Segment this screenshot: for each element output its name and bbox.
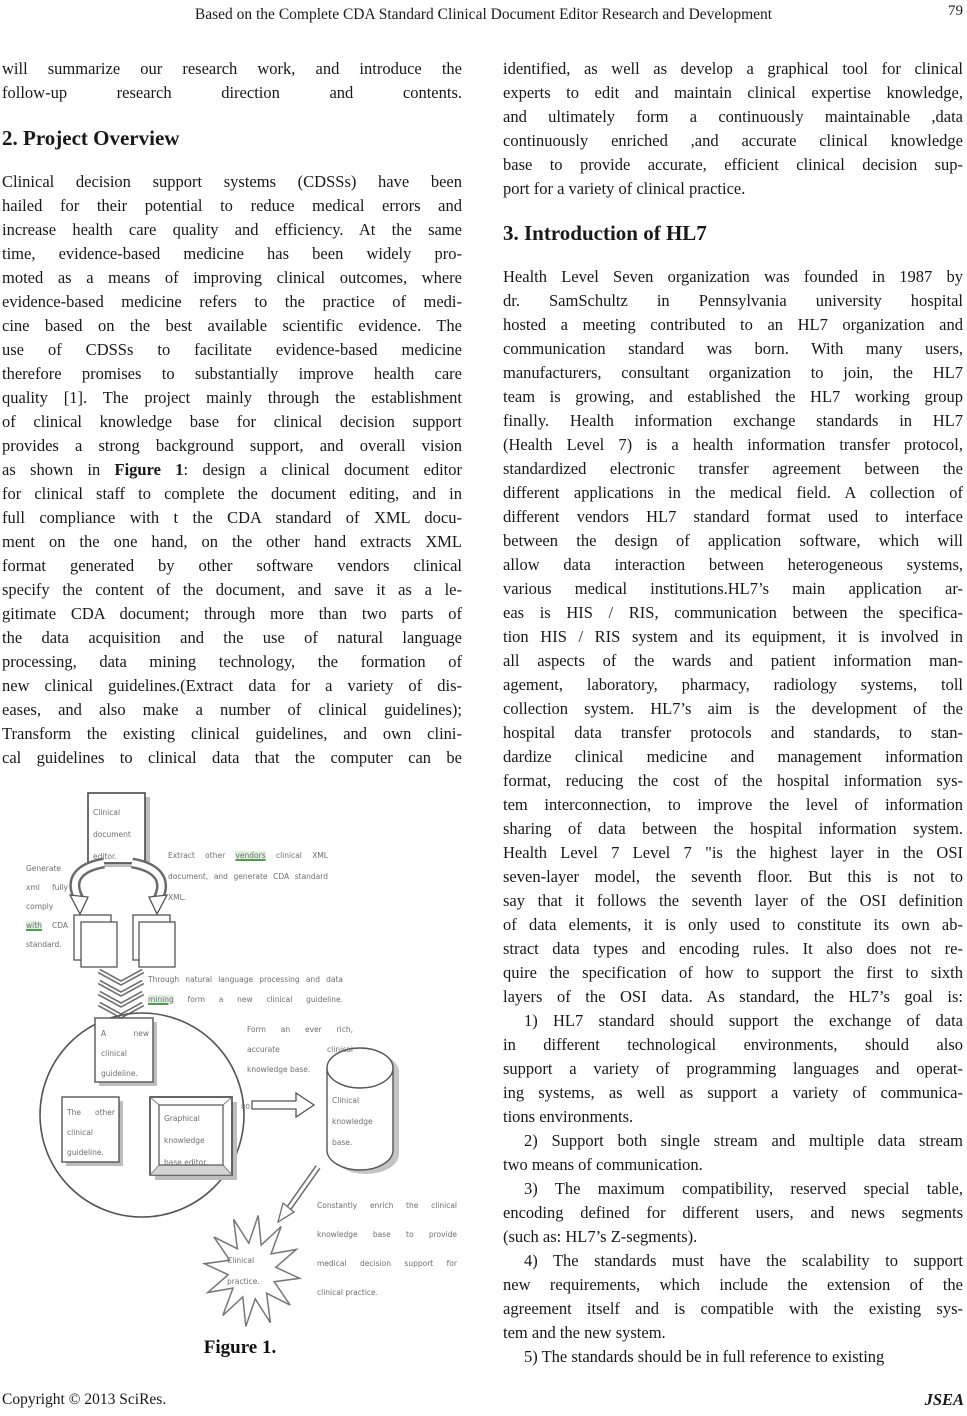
- list-item-2: 2) Support both single stream and multiple data stream two means of communication.: [503, 1131, 963, 1174]
- enrich-label: Constantly enrich the clinical knowledge base to provide medical decision support for clinical practice.: [317, 1201, 457, 1297]
- kb-editor-label: Graphical knowledge base editor.: [164, 1114, 209, 1167]
- hl7-paragraph: Health Level Seven organization was founded in 1987 by dr. SamSchultz in Pennsylvania university hospital hosted a meeting contributed to an HL7 organization and communication standard was born. With many users, manufacturers, consultant organization to join, the HL7 team is growing, and established the HL7 working group finally. Health information exchange standards in HL7 (Health Level 7) is a health information transfer protocol, standardized electronic transfer agreement between the different applications in the medical field. A collection of different vendors HL7 standard format used to interface between the design of application software, which will allow data interaction between heterogeneous systems, various medical institutions.HL7’s main application ar- eas is HIS / RIS, communication between the specifica- tion HIS / RIS system and its equipment, it is involved in all aspects of the wards and patient information man- agement, laboratory, pharmacy, radiology systems, toll collection system. HL7’s aim is the development of the hospital data transfer protocols and standards, to stan- dardize clinical medicine and management information format, reducing the cost of the hospital information sys- tem interconnection, to improve the level of information sharing of data between the hospital information system. Health Level 7 Level 7 "is the highest layer in the OSI seven-layer model, the seventh floor. But this is not to say that it follows the seventh layer of the OSI definition of data elements, it is only used to constitute its own ab- stract data types and encoding rules. It also does not re- quire the specification of how to support the first to sixth layers of the OSI data. As standard, the HL7’s goal is:: [503, 267, 963, 1006]
- hl7-goals-list: [503, 1009, 963, 1369]
- section-heading-project-overview: 2. Project Overview: [2, 126, 180, 150]
- enrich-arrow: [278, 1167, 318, 1222]
- page-number: 79: [948, 3, 963, 19]
- generate-xml-label: Generate xml fully comply with CDA standard.: [26, 864, 68, 949]
- left-intro-paragraph: will summarize our research work, and introduce the follow-up research direction and contents.: [2, 59, 462, 102]
- footer-copyright: Copyright © 2013 SciRes.: [2, 1391, 167, 1408]
- right-intro-paragraph: identified, as well as develop a graphical tool for clinical experts to edit and maintain clinical expertise knowledge, and ultimately form a continuously maintainable ,data continuously enriched ,and accurate clinical knowledge base to provide accurate, efficient clinical decision sup- port for a variety of clinical practice.: [503, 59, 963, 198]
- other-guideline-label: The other clinical guideline.: [67, 1108, 115, 1157]
- list-item-4: 4) The standards must have the scalability to support new requirements, which include the extension of the agreement itself and is compatible with the existing sys- tem and the new system.: [503, 1251, 963, 1342]
- extract-xml-label: Extract other vendors clinical XML document, and generate CDA standard XML.: [168, 851, 328, 902]
- knowledge-base-label: Clinical knowledge base.: [332, 1096, 373, 1147]
- xml-document-icon-right: [133, 915, 175, 967]
- figure-1: [0, 775, 480, 1375]
- figure-caption: Figure 1.: [203, 1337, 277, 1358]
- list-item-5: 5) The standards should be in full reference to existing: [524, 1347, 885, 1366]
- form-rich-label: Form an ever rich, accurate clinical knowledge base.: [247, 1025, 353, 1074]
- xml-document-icon-left: [74, 915, 117, 967]
- arrow-tail-label: 80: [241, 1103, 250, 1111]
- list-item-3: 3) The maximum compatibility, reserved special table, encoding defined for different users, and news segments (such as: HL7’s Z-segments).: [503, 1179, 963, 1246]
- doc-editor-label: Clinical document editor.: [93, 808, 131, 861]
- curved-arrow-left: [70, 863, 104, 914]
- new-guideline-label: A new clinical guideline.: [101, 1029, 149, 1078]
- list-item-1: 1) HL7 standard should support the exchange of data in different technological environments, should also support a variety of programming languages and operat- ing systems, as well as support a variety of communica- tions environments.: [503, 1011, 963, 1126]
- down-chevrons-icon: [99, 971, 143, 1016]
- running-head-title: Based on the Complete CDA Standard Clinical Document Editor Research and Development: [194, 6, 773, 23]
- footer-journal-name: JSEA: [924, 1390, 964, 1409]
- clinical-practice-label: Clinical practice.: [227, 1256, 260, 1286]
- section-heading-introduction-hl7: 3. Introduction of HL7: [503, 221, 707, 245]
- nlp-mining-label: Through natural language processing and data mining form a new clinical guideline.: [148, 975, 343, 1004]
- project-overview-paragraph: Clinical decision support systems (CDSSs) have been hailed for their potential to reduce medical errors and increase health care quality and efficiency. At the same time, evidence-based medicine has been widely pro- moted as a means of improving clinical outcomes, where evidence-based medicine refers to the practice of medi- cine based on the best available scientific evidence. The use of CDSSs to facilitate evidence-based medicine therefore promises to substantially improve health care quality [1]. The project mainly through the establishment of clinical knowledge base for clinical decision support provides a strong background support, and overall vision as shown in Figure 1: design a clinical document editor for clinical staff to complete the document editing, and in full compliance with t the CDA standard of XML docu- ment on the one hand, on the other hand extracts XML format generated by other software vendors clinical specify the content of the document, and save it as a le- gitimate CDA document; through more than two parts of the data acquisition and the use of natural language processing, data mining technology, the formation of new clinical guidelines.(Extract data for a variety of dis- eases, and also make a number of clinical guidelines); Transform the existing clinical guidelines, and own clini- cal guidelines to clinical data that the computer can be: [2, 172, 462, 767]
- right-block-arrow: [252, 1093, 314, 1117]
- curved-arrow-right: [132, 863, 167, 914]
